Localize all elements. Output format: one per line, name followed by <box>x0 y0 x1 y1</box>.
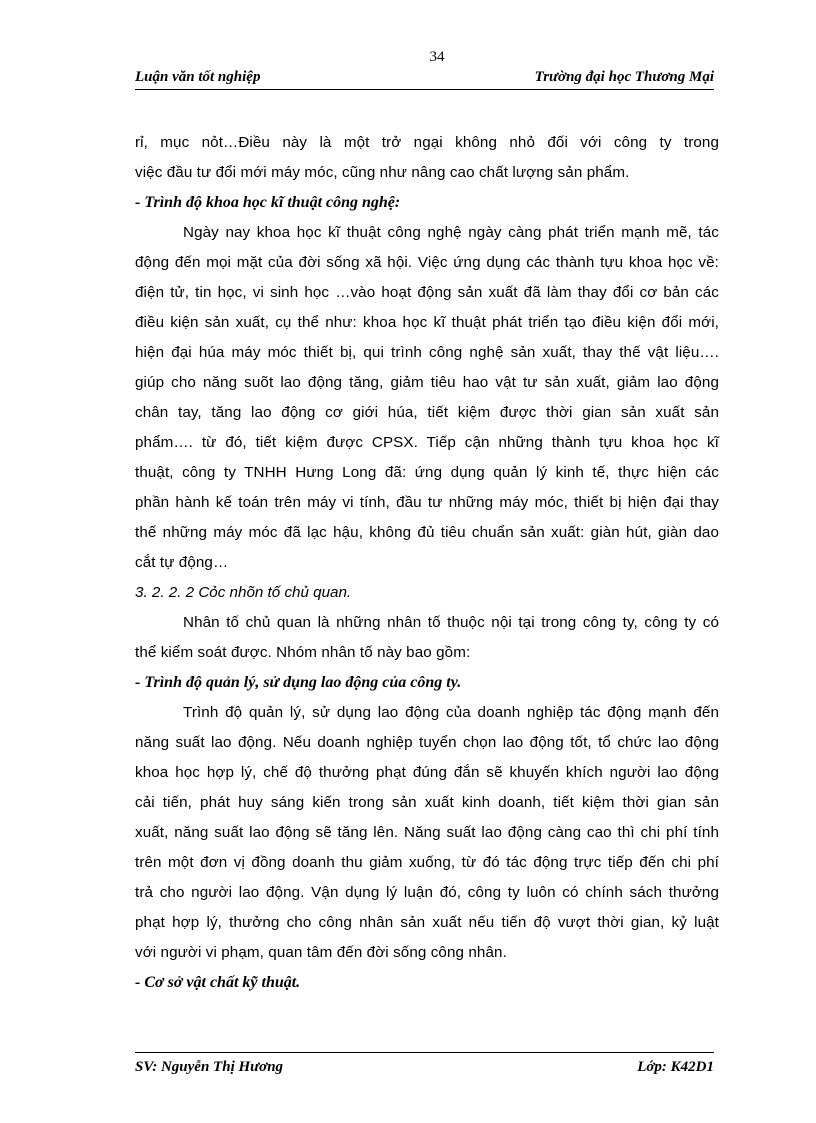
paragraph-line: xuất, năng suất lao động sẽ tăng lên. Năng suất lao động càng cao thì chi phí tính <box>135 824 719 841</box>
section-heading-facilities: - Cơ sở vật chất kỹ thuật. <box>135 974 301 991</box>
header-thesis-label: Luận văn tốt nghiệp <box>135 69 261 85</box>
page-footer <box>135 1052 714 1080</box>
footer-class-code: Lớp: K42D1 <box>637 1059 714 1075</box>
document-body <box>135 128 719 998</box>
paragraph-line: cắt tự động… <box>135 554 229 571</box>
paragraph-line: điều kiện sản xuất, cụ thể như: khoa học kĩ thuật phát triển tạo điều kiện đổi mới, <box>135 314 719 331</box>
page-header <box>135 67 714 90</box>
paragraph-line: trên một đơn vị đồng doanh thu giảm xuống, từ đó tác động trực tiếp đến chi phí <box>135 854 719 871</box>
paragraph-line: chân tay, tăng lao động cơ giới húa, tiết kiệm được thời gian sản xuất sản <box>135 404 719 421</box>
paragraph-line: phẩm…. từ đó, tiết kiệm được CPSX. Tiếp cận những thành tựu khoa học kĩ <box>135 434 719 451</box>
paragraph-line: thuật, công ty TNHH Hưng Long đã: ứng dụng quản lý kinh tế, thực hiện các <box>135 464 719 481</box>
header-university-label: Trường đại học Thương Mại <box>534 69 714 85</box>
paragraph-line: khoa học hợp lý, chế độ thưởng phạt đúng đắn sẽ khuyến khích người lao động <box>135 764 719 781</box>
paragraph-line: hiện đại húa máy móc thiết bị, qui trình công nghệ sản xuất, thay thế vật liệu…. <box>135 344 719 361</box>
paragraph-line: cải tiến, phát huy sáng kiến trong sản xuất kinh doanh, tiết kiệm thời gian sản <box>135 794 719 811</box>
paragraph-line: trả cho người lao động. Vận dụng lý luận đó, công ty luôn có chính sách thưởng <box>135 884 719 901</box>
paragraph-line: điện tử, tin học, vi sinh học …vào hoạt động sản xuất đã làm thay đổi cơ bản các <box>135 284 719 301</box>
page-number: 34 <box>429 49 445 65</box>
paragraph-line: Trình độ quản lý, sử dụng lao động của doanh nghiệp tác động mạnh đến <box>183 704 719 721</box>
paragraph-line: phần hành kế toán trên máy vi tính, đầu tư những máy móc, thiết bị hiện đại thay <box>135 494 719 511</box>
paragraph-line: phạt hợp lý, thưởng cho công nhân sản xuất nếu tiến độ vượt thời gian, kỷ luật <box>135 914 719 931</box>
paragraph-line: rỉ, mục nỏt…Điều này là một trở ngại không nhỏ đối với công ty trong <box>135 134 719 151</box>
paragraph-line: Ngày nay khoa học kĩ thuật công nghệ ngày càng phát triển mạnh mẽ, tác <box>183 224 719 241</box>
paragraph-line: động đến mọi mặt của đời sống xã hội. Việc ứng dụng các thành tựu khoa học về: <box>135 254 719 271</box>
section-heading-management: - Trình độ quản lý, sử dụng lao động của công ty. <box>135 674 462 691</box>
paragraph-line: giúp cho năng suõt lao động tăng, giảm tiêu hao vật tư sản xuất, giảm lao động <box>135 374 719 391</box>
subsection-title: 3. 2. 2. 2 Cỏc nhõn tố chủ quan. <box>135 584 352 601</box>
paragraph-line: Nhân tố chủ quan là những nhân tố thuộc nội tại trong công ty, công ty có <box>183 614 719 631</box>
paragraph-line: việc đầu tư đổi mới máy móc, cũng như nâng cao chất lượng sản phẩm. <box>135 164 630 181</box>
footer-student-name: SV: Nguyễn Thị Hương <box>135 1059 284 1075</box>
paragraph-line: thể kiểm soát được. Nhóm nhân tố này bao gồm: <box>135 644 471 661</box>
section-heading-technology: - Trình độ khoa học kĩ thuật công nghệ: <box>135 194 401 211</box>
paragraph-line: năng suất lao động. Nếu doanh nghiệp tuyển chọn lao động tốt, tổ chức lao động <box>135 734 719 751</box>
paragraph-line: thế những máy móc đã lạc hậu, không đủ tiêu chuẩn sản xuất: giàn hút, giàn dao <box>135 524 719 541</box>
paragraph-line: với người vi phạm, quan tâm đến đời sống công nhân. <box>135 944 507 961</box>
